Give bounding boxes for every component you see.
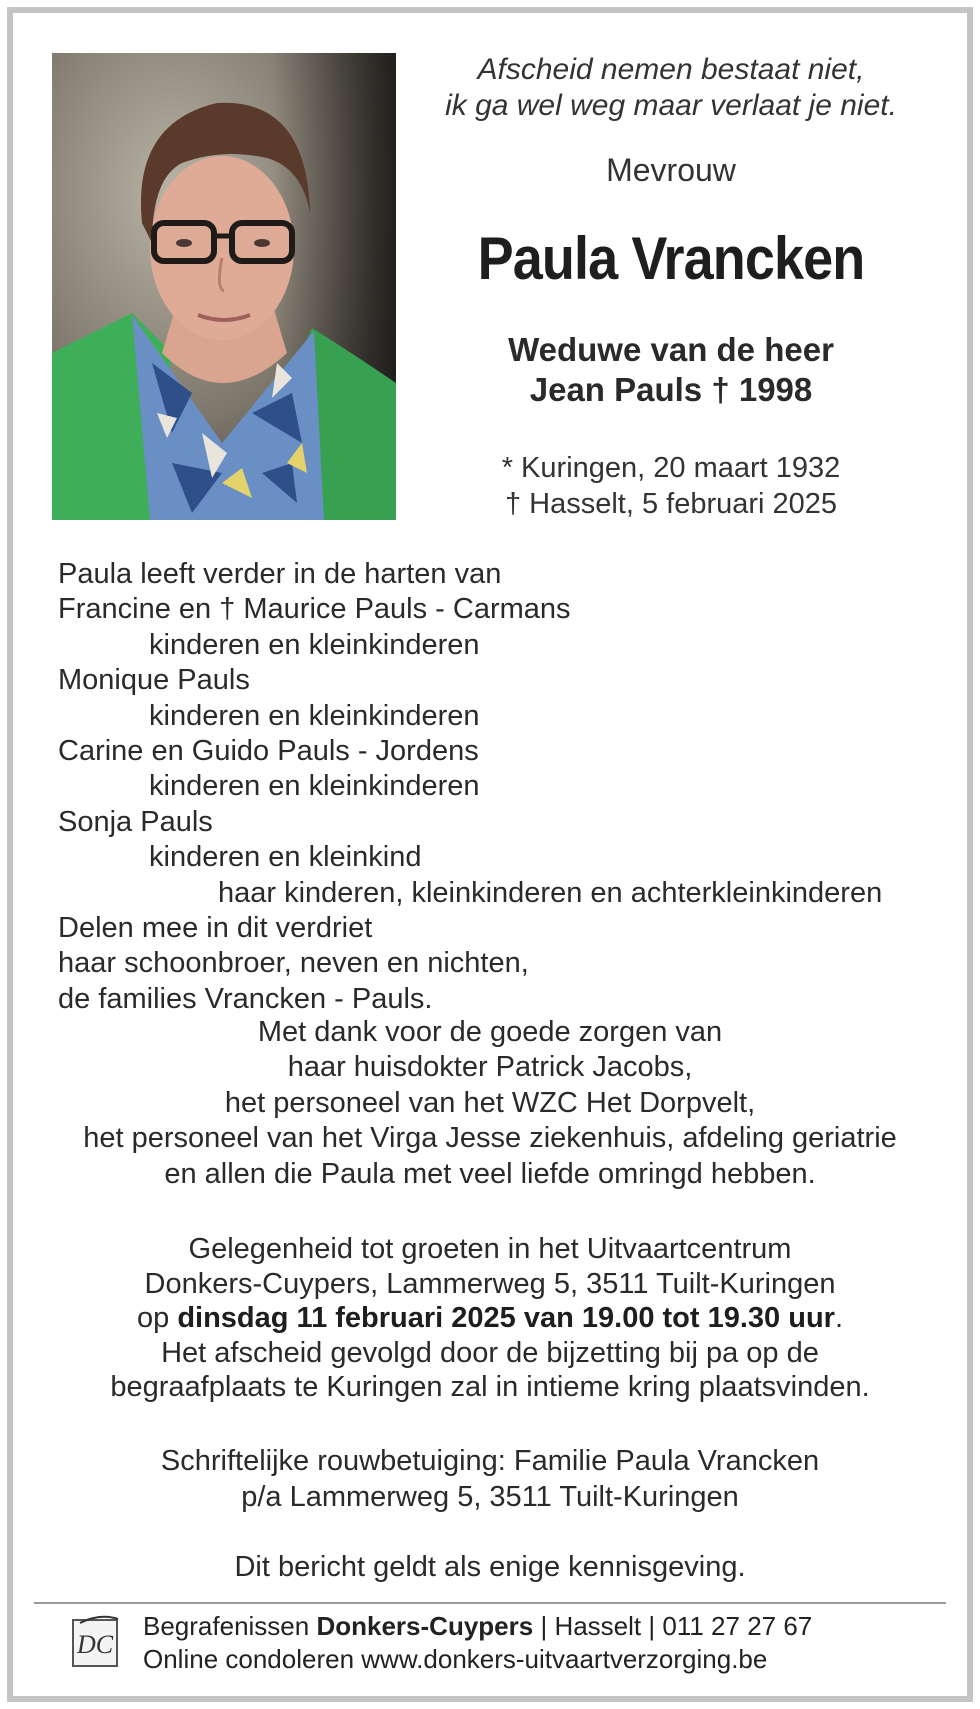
visitation-line: Het afscheid gevolgd door de bijzetting bij pa op de (161, 1336, 819, 1369)
footer-divider (34, 1602, 946, 1604)
company-phone: 011 27 27 67 (662, 1611, 813, 1641)
footer-company-line (143, 1610, 812, 1643)
visitation-datetime: dinsdag 11 februari 2025 van 19.00 tot 19.30 uur (177, 1302, 835, 1334)
family-line: kinderen en kleinkinderen (149, 628, 480, 661)
visitation-block (40, 1232, 940, 1405)
condolence-line: p/a Lammerweg 5, 3511 Tuilt-Kuringen (241, 1481, 739, 1513)
condolence-line: Schriftelijke rouwbetuiging: Familie Paula Vrancken (160, 1445, 820, 1477)
memorial-quote (420, 52, 922, 124)
family-line: haar kinderen, kleinkinderen en achterkleinkinderen (218, 876, 883, 909)
widow-line-2: Jean Pauls † 1998 (529, 371, 813, 408)
thanks-line: het personeel van het Virga Jesse ziekenhuis, afdeling geriatrie (83, 1122, 897, 1155)
visitation-prefix: op (136, 1302, 170, 1334)
deceased-name: Paula Vrancken (477, 225, 865, 292)
family-line: kinderen en kleinkinderen (149, 770, 480, 803)
family-line: kinderen en kleinkinderen (149, 699, 480, 732)
website-link[interactable]: www.donkers-uitvaartverzorging.be (361, 1644, 768, 1674)
quote-line-2: ik ga wel weg maar verlaat je niet. (445, 89, 897, 122)
family-line: haar schoonbroer, neven en nichten, (58, 947, 529, 980)
quote-line-1: Afscheid nemen bestaat niet, (477, 53, 865, 86)
life-dates (420, 450, 922, 522)
footer-online-line (143, 1643, 812, 1676)
company-logo (70, 1615, 122, 1671)
company-city: Hasselt (554, 1611, 642, 1641)
family-line: kinderen en kleinkind (149, 841, 422, 874)
honorific: Mevrouw (606, 152, 736, 188)
separator: | (648, 1611, 656, 1641)
family-line: Sonja Pauls (58, 805, 213, 838)
notice-statement: Dit bericht geldt als enige kennisgeving. (234, 1551, 746, 1583)
birth-date: * Kuringen, 20 maart 1932 (501, 452, 841, 484)
portrait-photo (52, 53, 396, 520)
visitation-line: Donkers-Cuypers, Lammerweg 5, 3511 Tuilt-Kuringen (144, 1267, 836, 1300)
condolence-address (40, 1443, 940, 1515)
company-name: Donkers-Cuypers (316, 1611, 534, 1641)
death-date: † Hasselt, 5 februari 2025 (504, 488, 838, 520)
logo-monogram: DC (76, 1630, 114, 1659)
widow-line-1: Weduwe van de heer (508, 331, 834, 368)
thanks-block (40, 1015, 940, 1192)
widow-of (420, 330, 922, 410)
footer-prefix: Begrafenissen (143, 1611, 310, 1641)
online-label: Online condoleren (143, 1644, 355, 1674)
family-list (58, 557, 948, 1017)
thanks-line: haar huisdokter Patrick Jacobs, (287, 1051, 693, 1084)
family-intro: Paula leeft verder in de harten van (58, 558, 502, 590)
family-line: de families Vrancken - Pauls. (58, 982, 433, 1015)
footer (143, 1610, 812, 1676)
thanks-line: en allen die Paula met veel liefde omringd hebben. (164, 1157, 816, 1190)
family-line: Carine en Guido Pauls - Jordens (58, 735, 479, 768)
family-line: Francine en † Maurice Pauls - Carmans (58, 593, 571, 626)
visitation-suffix: . (834, 1302, 844, 1334)
visitation-line: begraafplaats te Kuringen zal in intieme kring plaatsvinden. (110, 1371, 870, 1403)
thanks-line: Met dank voor de goede zorgen van (257, 1016, 723, 1048)
family-line: Delen mee in dit verdriet (58, 912, 373, 945)
thanks-line: het personeel van het WZC Het Dorpvelt, (224, 1086, 756, 1119)
visitation-line: Gelegenheid tot groeten in het Uitvaartcentrum (188, 1233, 792, 1265)
family-line: Monique Pauls (58, 664, 250, 697)
visitation-date-line (40, 1301, 940, 1336)
separator: | (540, 1611, 548, 1641)
